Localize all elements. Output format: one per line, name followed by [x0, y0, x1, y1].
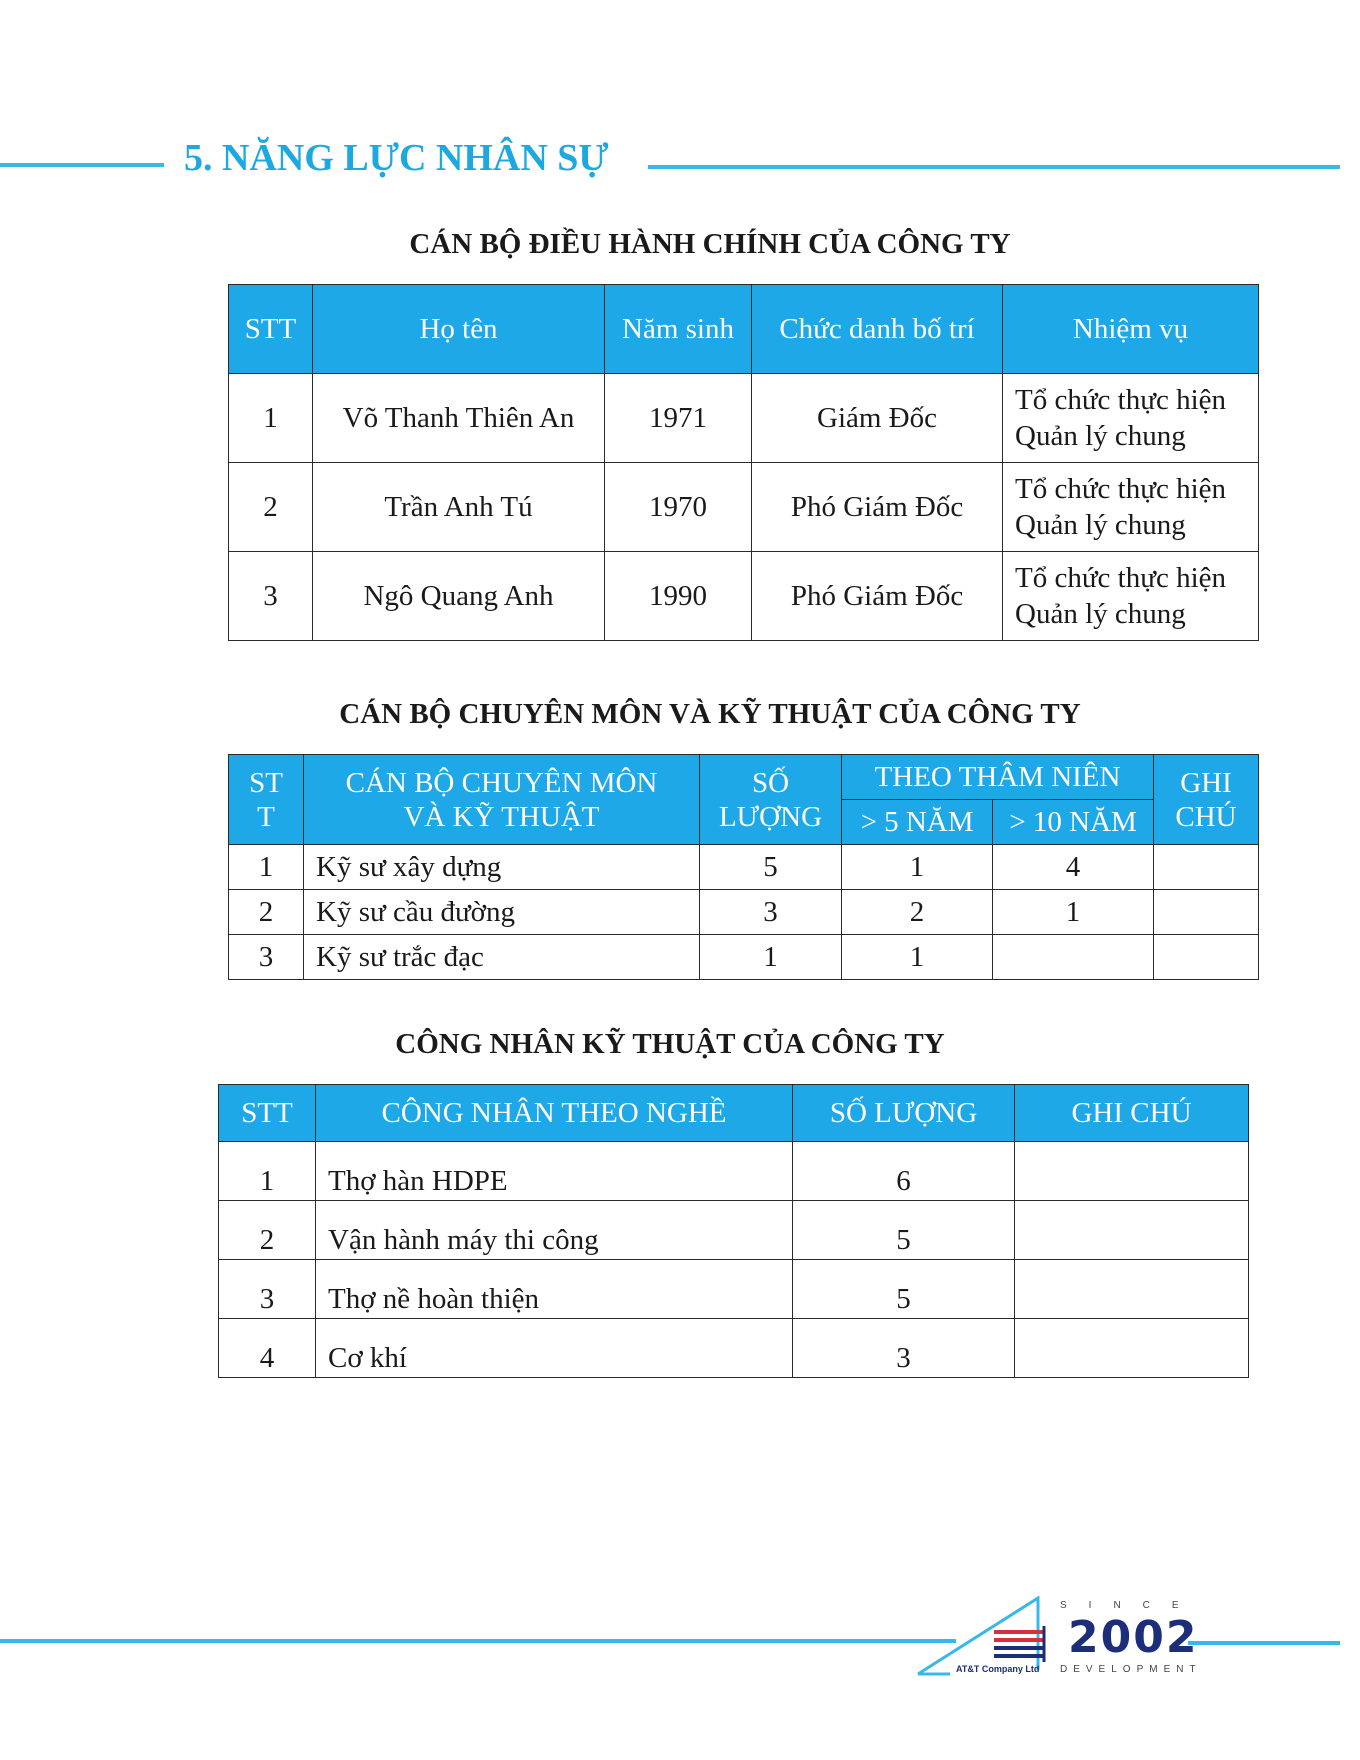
header-staff-line: VÀ KỸ THUẬT: [403, 800, 600, 833]
table-row: [229, 552, 1259, 641]
cell-over5: 1: [842, 935, 993, 980]
cell-stt: 4: [219, 1319, 316, 1378]
table-header-row: [219, 1085, 1249, 1142]
section-title: 5. NĂNG LỰC NHÂN SỰ: [184, 137, 609, 179]
cell-stt: 1: [219, 1142, 316, 1201]
header-duty: Nhiệm vụ: [1003, 285, 1259, 374]
table-row: [229, 845, 1259, 890]
cell-stt: 1: [229, 845, 304, 890]
table2-title: CÁN BỘ CHUYÊN MÔN VÀ KỸ THUẬT CỦA CÔNG TY: [339, 698, 1081, 730]
cell-stt: 2: [229, 463, 313, 552]
cell-note: [1154, 845, 1259, 890]
header-trade: CÔNG NHÂN THEO NGHỀ: [316, 1085, 793, 1142]
cell-trade: Cơ khí: [316, 1319, 793, 1378]
duty-line: Quản lý chung: [1015, 420, 1186, 452]
header-rule-right: [648, 165, 1340, 169]
header-quantity: SỐ LƯỢNG: [793, 1085, 1015, 1142]
header-over-10-years: > 10 NĂM: [993, 800, 1154, 845]
logo-year-text: 2002: [1068, 1612, 1199, 1663]
duty-line: Tổ chức thực hiện: [1015, 562, 1227, 594]
technical-workers-table: [218, 1084, 1249, 1378]
cell-year: 1990: [605, 552, 752, 641]
header-stt: STT: [219, 1085, 316, 1142]
cell-qty: 5: [793, 1260, 1015, 1319]
cell-over5: 2: [842, 890, 993, 935]
table-row: [229, 890, 1259, 935]
cell-stt: 3: [229, 552, 313, 641]
cell-qty: 6: [793, 1142, 1015, 1201]
footer-rule-left: [0, 1639, 956, 1643]
header-position: Chức danh bố trí: [752, 285, 1003, 374]
technical-staff-table: [228, 754, 1259, 980]
cell-trade: Vận hành máy thi công: [316, 1201, 793, 1260]
cell-note: [1015, 1260, 1249, 1319]
cell-duty: [1003, 374, 1259, 463]
cell-position: Giám Đốc: [752, 374, 1003, 463]
logo-since-text: SINCE: [1060, 1600, 1201, 1611]
cell-year: 1970: [605, 463, 752, 552]
cell-stt: 3: [219, 1260, 316, 1319]
table-row: [229, 374, 1259, 463]
cell-trade: Thợ hàn HDPE: [316, 1142, 793, 1201]
header-over-5-years: > 5 NĂM: [842, 800, 993, 845]
footer-rule-right: [1188, 1641, 1340, 1645]
table-row: [219, 1142, 1249, 1201]
table-row: [229, 935, 1259, 980]
table1-title: CÁN BỘ ĐIỀU HÀNH CHÍNH CỦA CÔNG TY: [409, 228, 1011, 260]
header-note-line: CHÚ: [1175, 800, 1237, 833]
duty-line: Quản lý chung: [1015, 598, 1186, 630]
duty-line: Tổ chức thực hiện: [1015, 384, 1227, 416]
cell-year: 1971: [605, 374, 752, 463]
table-row: [229, 463, 1259, 552]
header-note: GHI CHÚ: [1015, 1085, 1249, 1142]
cell-qty: 5: [793, 1201, 1015, 1260]
cell-note: [1015, 1142, 1249, 1201]
header-stt: STT: [229, 285, 313, 374]
cell-over10: [993, 935, 1154, 980]
cell-stt: 2: [229, 890, 304, 935]
cell-duty: [1003, 552, 1259, 641]
header-note-line: GHI: [1180, 766, 1232, 799]
cell-role: Kỹ sư xây dựng: [304, 845, 700, 890]
header-birth-year: Năm sinh: [605, 285, 752, 374]
cell-qty: 3: [793, 1319, 1015, 1378]
cell-role: Kỹ sư cầu đường: [304, 890, 700, 935]
table-row: [219, 1260, 1249, 1319]
duty-line: Quản lý chung: [1015, 509, 1186, 541]
table-row: [219, 1201, 1249, 1260]
cell-position: Phó Giám Đốc: [752, 463, 1003, 552]
header-stt: [229, 755, 304, 845]
header-stt-line: ST: [249, 766, 283, 799]
cell-qty: 5: [700, 845, 842, 890]
table3-title: CÔNG NHÂN KỸ THUẬT CỦA CÔNG TY: [395, 1028, 945, 1060]
cell-note: [1154, 890, 1259, 935]
cell-qty: 3: [700, 890, 842, 935]
cell-stt: 3: [229, 935, 304, 980]
table-header-row: [229, 285, 1259, 374]
cell-trade: Thợ nề hoàn thiện: [316, 1260, 793, 1319]
cell-note: [1015, 1319, 1249, 1378]
cell-position: Phó Giám Đốc: [752, 552, 1003, 641]
cell-name: Ngô Quang Anh: [313, 552, 605, 641]
table-header-row: [229, 755, 1259, 800]
logo-company-text: AT&T Company Ltd: [956, 1664, 1040, 1674]
header-quantity: [700, 755, 842, 845]
cell-over10: 1: [993, 890, 1154, 935]
cell-note: [1015, 1201, 1249, 1260]
header-note: [1154, 755, 1259, 845]
header-stt-line: T: [257, 800, 275, 833]
cell-over10: 4: [993, 845, 1154, 890]
header-rule-left: [0, 163, 164, 167]
cell-name: Trần Anh Tú: [313, 463, 605, 552]
duty-line: Tổ chức thực hiện: [1015, 473, 1227, 505]
cell-duty: [1003, 463, 1259, 552]
cell-qty: 1: [700, 935, 842, 980]
cell-name: Võ Thanh Thiên An: [313, 374, 605, 463]
header-staff-line: CÁN BỘ CHUYÊN MÔN: [345, 766, 658, 799]
table-row: [219, 1319, 1249, 1378]
header-seniority: THEO THÂM NIÊN: [842, 755, 1154, 800]
cell-over5: 1: [842, 845, 993, 890]
header-staff-type: [304, 755, 700, 845]
header-name: Họ tên: [313, 285, 605, 374]
header-qty-line: SỐ: [751, 766, 790, 799]
cell-note: [1154, 935, 1259, 980]
cell-role: Kỹ sư trắc đạc: [304, 935, 700, 980]
executive-staff-table: [228, 284, 1259, 641]
cell-stt: 2: [219, 1201, 316, 1260]
logo-tagline-text: DEVELOPMENT: [1060, 1664, 1202, 1675]
cell-stt: 1: [229, 374, 313, 463]
header-qty-line: LƯỢNG: [718, 800, 823, 833]
